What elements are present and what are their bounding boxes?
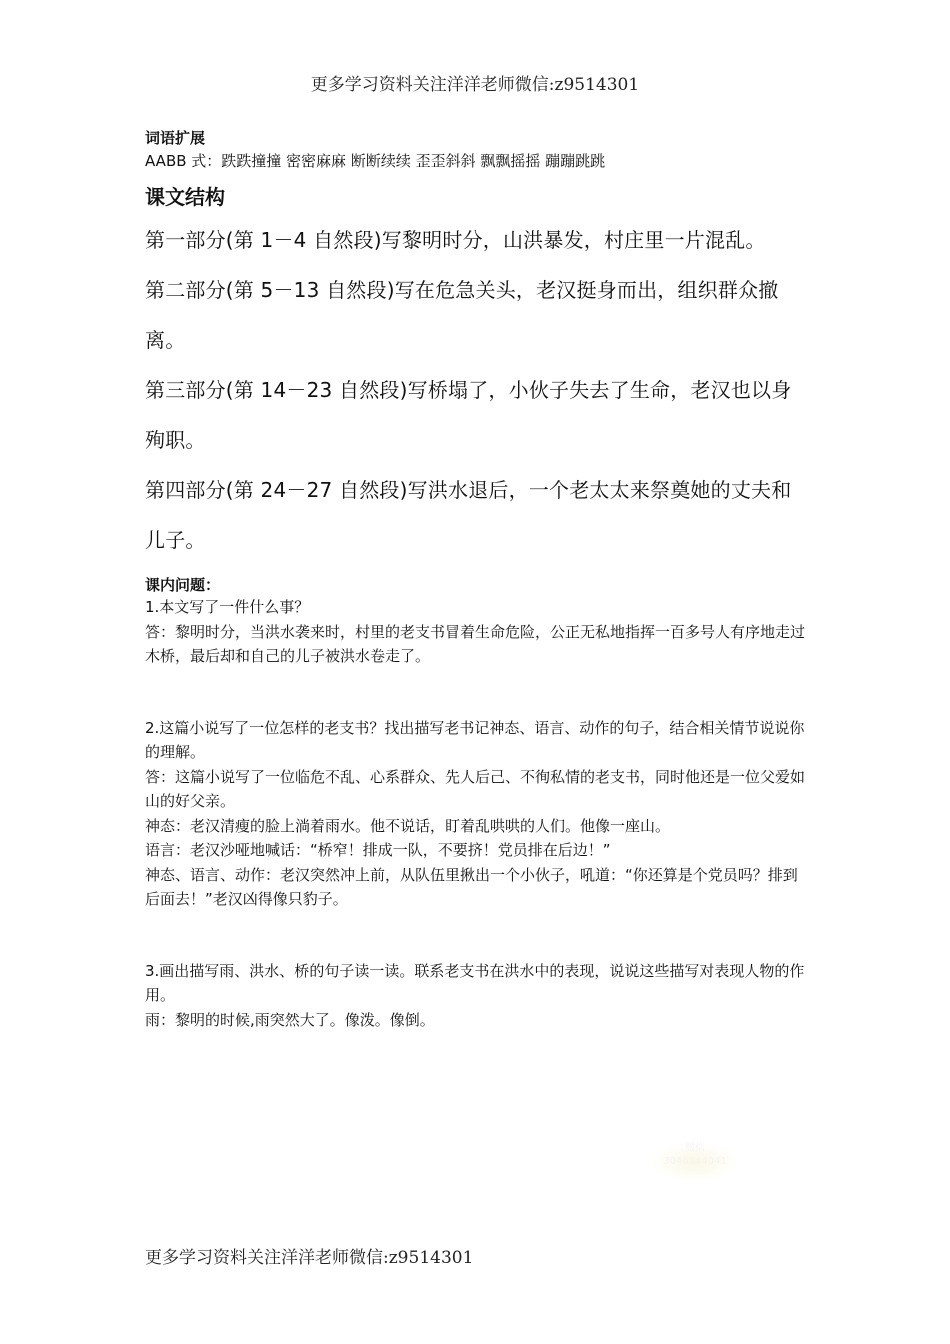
answer-2-action: 神态、语言、动作：老汉突然冲上前，从队伍里揪出一个小伙子，吼道：“你还算是个党员吗？排到后面去！”老汉凶得像只豹子。 (145, 865, 798, 908)
header-note: 更多学习资料关注洋洋老师微信:z9514301 (310, 75, 640, 95)
question-block-2 (145, 716, 810, 912)
answer-2-speech: 语言：老汉沙哑地喊话：“桥窄！排成一队，不要挤！党员排在后边！” (145, 841, 611, 859)
question-block-3 (145, 959, 810, 1033)
word-expansion-heading: 词语扩展 (145, 129, 206, 147)
question-2: 2.这篇小说写了一位怎样的老支书？找出描写老书记神态、语言、动作的句子，结合相关情节说说你的理解。 (145, 718, 805, 761)
question-3: 3.画出描写雨、洪水、桥的句子读一读。联系老支书在洪水中的表现，说说这些描写对表现人物的作用。 (145, 961, 805, 1004)
answer-1: 答：黎明时分，当洪水袭来时，村里的老支书冒着生命危险，公正无私地指挥一百多号人有序地走过木桥，最后却和自己的儿子被洪水卷走了。 (145, 622, 806, 665)
document-body (145, 128, 810, 1079)
answer-3: 雨：黎明的时候,雨突然大了。像泼。像倒。 (145, 1010, 435, 1029)
question-1: 1.本文写了一件什么事？ (145, 598, 310, 616)
footer-note: 更多学习资料关注洋洋老师微信:z9514301 (145, 1248, 474, 1268)
structure-item-2: 第二部分(第 5－13 自然段)写在危急关头，老汉挺身而出，组织群众撤离。 (145, 278, 779, 352)
structure-item-1: 第一部分(第 1－4 自然段)写黎明时分，山洪暴发，村庄里一片混乱。 (145, 228, 766, 252)
faint-watermark-stamp (650, 1142, 740, 1182)
structure-heading: 课文结构 (145, 185, 225, 209)
word-expansion-line: AABB 式：跌跌撞撞 密密麻麻 断断续续 歪歪斜斜 飘飘摇摇 蹦蹦跳跳 (145, 152, 606, 170)
structure-item-4: 第四部分(第 24－27 自然段)写洪水退后，一个老太太来祭奠她的丈夫和儿子。 (145, 478, 792, 552)
stamp-line-2: 3046344041 (663, 1156, 727, 1167)
question-block-1 (145, 595, 810, 669)
questions-heading: 课内问题： (145, 576, 221, 594)
answer-2-expression: 神态：老汉清瘦的脸上淌着雨水。他不说话，盯着乱哄哄的人们。他像一座山。 (145, 816, 671, 835)
answer-2: 答：这篇小说写了一位临危不乱、心系群众、先人后己、不徇私情的老支书，同时他还是一位父爱如山的好父亲。 (145, 767, 806, 810)
stamp-line-1: 微信 (685, 1143, 705, 1154)
structure-item-3: 第三部分(第 14－23 自然段)写桥塌了，小伙子失去了生命，老汉也以身殉职。 (145, 378, 792, 452)
